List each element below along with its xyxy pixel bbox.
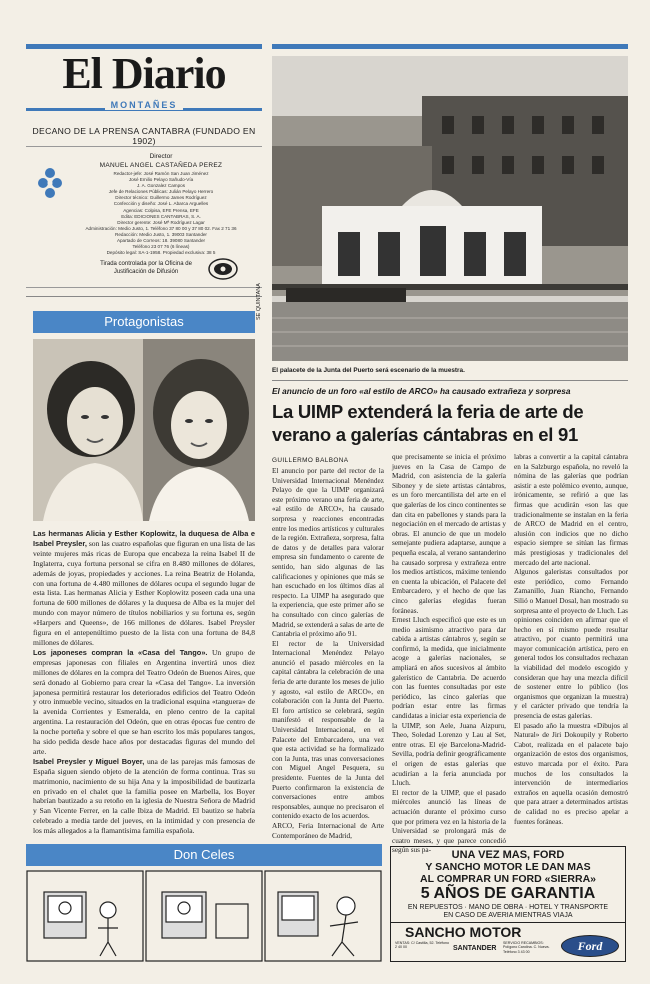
staff-line: Apartado de Correos: 18. 39080 Santander (116, 238, 206, 244)
article-column-3: labras a convertir a la capital cántabra en la Salzburgo española, no reveló la nómina de las galerías que podrían asistir a este polémico evento, aunque, irónicamente, se refirió a que las firmas que acudirán «son las que tradicionalmente se instalan en la feria de ARCO de Madrid en el centro, alusión con indicios que no dicho espacio siempre se sitúan las firmas más prestigiosas y tradicionales del mercado del arte nacional. Algunos galeristas consultados por este periódico, como Fernando Zamanillo, Juan Riancho, Fernando Silió o Manuel Dosal, han mostrado su sorpresa ante el proyecto de Lluch. Las opiniones coinciden en afirmar que el hecho en sí mismo puede resultar atractivo, por cuanto permitirá una mayor comunicación artística, pero en general todos los consultados rechazan la viabilidad del modelo escogido y consideran que hay una mezcla difícil de sostener entre lo público (los organismos que organizan la muestra) y el carácter privado que tendría la presencia de estas galerías. El pasado año la muestra «Dibujos al Natural» de Jiri Dokoupily y Roberto Cabot, realizada en el palacete bajo organización de estos dos organismos, estuvo marcada por el éxito. Para muchos de los consultados la intervención de intermediarios extraños en aquella ocasión demostró que para atraer a determinados artistas de calidad no es preciso apelar a fuentes foráneas. (514, 453, 628, 826)
don-celes-comic-strip (26, 870, 382, 962)
staff-director-block (66, 153, 256, 170)
protagonistas-item-3 (33, 757, 255, 836)
staff-line: Jefe de Relaciones Públicas: Julián Pelayo Herrero (108, 189, 214, 195)
protagonistas-banner: Protagonistas (33, 311, 255, 333)
ad-dealer: SANCHO MOTOR (405, 924, 522, 940)
ad-line-1: UNA VEZ MAS, FORD (451, 849, 565, 861)
article-headline: La UIMP extenderá la feria de arte de verano a galerías cántabras en el 91 (272, 401, 584, 445)
ford-sancho-motor-ad (390, 846, 626, 962)
protagonistas-item-1 (33, 529, 255, 648)
protagonistas-section (26, 296, 262, 836)
staff-line: Teléfono 23 07 76 (6 líneas) (132, 244, 190, 250)
article-header (272, 380, 628, 446)
masthead-title: El Diario (62, 49, 226, 98)
main-photo (272, 56, 628, 361)
don-celes-banner: Don Celes (26, 844, 382, 866)
photo-caption: El palacete de la Junta del Puerto será escenario de la muestra. (272, 367, 465, 374)
ojd-seal-icon (208, 258, 238, 280)
ford-logo-text: Ford (577, 938, 603, 953)
staff-lines (66, 171, 256, 256)
protagonistas-item-1-lead: Las hermanas Alicia y Esther Koplowitz, la duquesa de Alba e Isabel Preysler, (33, 529, 255, 548)
staff-line: Depósito legal: SA-1-1958. Propiedad exclusiva: 38 5 (106, 250, 216, 256)
masthead-subtitle (26, 100, 262, 110)
article-column-1: El anuncio por parte del rector de la Universidad Internacional Menéndez Pelayo de que la UIMP organizará este próximo verano una feria de arte, «al estilo de ARCO», ha causado sorpresa y reacciones encontradas entre los medios artísticos y culturales de la región. Extrañeza, sorpresa, falta de datos y de detalles para valorar empresa sin fundamento o carente de sentido, han sido algunas de las calificaciones y opiniones que más se han escuchado en los últimos días al respecto. La UIMP ha asegurado que la experiencia, que este primer año se ha consultado con cinco galerías de Madrid, se extenderá a salas de arte de Cantabria el próximo año 91. El rector de la Universidad Internacional Menéndez Pelayo anunció el pasado miércoles en la capital cántabra la celebración de una feria de arte durante los meses de julio y agosto, «al estilo de ARCO», en colaboración con la Junta del Puerto. El foro artístico se celebrará, según manifestó el responsable de la Universidad Internacional, en el Palacete del Embarcadero, una vez que esta actividad se ha formalizado con la Junta, tras unas conversaciones con Miguel Angel Pesquera, su presidente. Fuentes de la Junta del Puerto confirmaron la existencia de conversaciones entre ambos responsables, aunque no precisaron el contenido exacto de los acuerdos. ARCO, Feria Internacional de Arte Contemporáneo de Madrid, (272, 467, 384, 840)
masthead (26, 40, 262, 146)
protagonistas-item-3-body: una de las parejas más famosas de España siguen siendo objeto de la atención de forma continua. Tras su matrimonio, nacimiento de su hija Ana y la imposibilidad de bautizarla en privado en el chalet que la familia posee en Marbella, los Boyer habrían bautizado a su retoño en la iglesia de Nuestra Señora de Madrid y San Vicente Ferrer, en la calle Ibiza de Madrid. El bautizo se habría celebrado a media tarde del jueves, en la intimidad y con presencia de los más allegados a la flamantísima familia española. (33, 756, 256, 836)
protagonistas-text (33, 529, 255, 836)
photo-credit: SE QUINTANA (256, 283, 262, 320)
protagonistas-item-2-lead: Los japoneses compran la «Casa del Tango». (33, 647, 208, 657)
staff-line: Redacción: Medio Justo, 1. 39003 Santander (115, 231, 207, 237)
staff-line: Agencias: Colpisa, EFE Prensa, EFE (123, 207, 199, 213)
masthead-tagline: DECANO DE LA PRENSA CANTABRA (FUNDADO EN 1902) (32, 126, 256, 146)
staff-line: José Emilio Pelayo Sañudo-Vía (128, 177, 194, 183)
koplowitz-sisters-photo (33, 339, 255, 521)
article-byline: GUILLERMO BALBONA (272, 457, 349, 464)
protagonistas-item-2-body: Un grupo de empresas japonesas con filiales en Argentina invertirá unos diez millones de dólares en la compra del Teatro Odeón de Buenos Aires, que será donado al Gobierno para crear la «Casa del Tango». La inversión japonesa permitirá restaurar los deteriorados edificios del Teatro Odeón y otro inmueble vecino, situados en la tradicional esquina «tanguera» de la avenida Corrientes y Esmeralda, en pleno centro de la capital argentina. La restauración del Odeón, que en otras épocas fue centro de la noche porteña y sobre el que se han escrito los más populares tangos, ha sido pedida desde hace años por destacadas figuras del mundo del arte. (33, 647, 255, 756)
koplowitz-sisters-portrait-icon (33, 339, 255, 521)
ad-divider (391, 922, 625, 923)
palacete-embarcadero-photo-icon (272, 56, 628, 361)
ad-line-4: 5 AÑOS DE GARANTIA (420, 885, 596, 902)
staff-director-name: MANUEL ANGEL CASTAÑEDA PEREZ (99, 162, 223, 169)
protagonistas-item-1-body: son las cuatro españolas que figuran en una lista de las veinte mujeres más ricas de Europa que encabeza la reina Isabel II de Inglaterra, cuya fortuna personal se cifra en 8.480 millones de dólares, además de joyas, propiedades y acciones. La reina Beatriz de Holanda, con una fortuna de 4.480 millones de dólares ocupa el segundo lugar de esta lista. Las hermanas Alicia y Esther Koplowitz poseen cada una una fortuna de 600 millones de dólares y la duquesa de Alba es la mujer del mundo con mayor número de títulos nobiliarios y su fortuna es, según «Harpers and Queens», de 166 millones de dólares. Isabel Preysler figura en el antepenúltimo puesto de la lista con una fortuna de 84,8 millones de dólares. (33, 538, 256, 647)
protagonistas-item-3-lead: Isabel Preysler y Miguel Boyer, (33, 756, 145, 766)
ad-line-6: EN CASO DE AVERIA MIENTRAS VIAJA (443, 912, 573, 919)
staff-line: Redactor-jefe: José Ramón San Juan Jiménez (113, 171, 209, 176)
article-column-2: que precisamente se inicia el próximo jueves en la Casa de Campo de Madrid, con asistencia de la galería Siboney y de siete artistas cántabros, es un foro mercantilista del arte en el que galerías de los cinco continentes se dan cita en pabellones y stands para la negociación en el mercado de artistas y obras. El anuncio de que un modelo semejante pudiera adaptarse, aunque a pequeña escala, al verano santanderino ha causado sorpresa y extrañeza entre los medios artísticos, máxime teniendo en cuenta la ubicación, el Palacete del Embarcadero, y el hecho de que las cinco galerías elegidas fueran foráneas. Ernest Lluch especificó que este es un medio asimismo atractivo para dar cabida a artistas cántabros y, según se confirmó, la medida, que inicialmente acoge a galerías nacionales, se ampliará en años sucesivos al ámbito galerístico de Cantabria. De acuerdo con las fuentes consultadas por este periódico, las cinco galerías que podrían estar entre las firmas candidatas a iniciar esta experiencia de la UIMP, son Aele, Juana Aizpuru, Theo, Soledad Lorenzo y Lau al Set, entre otras. El eje Barcelona-Madrid-Sevilla, podría definir geográficamente el origen de estas galerías que acudirían a la feria anunciada por Lluch. El rector de la UIMP, que el pasado miércoles anunció las líneas de actuación durante el próximo curso que por primera vez en la historia de la Universidad se prolongará más de cuatro meses, y que parece concedió según sus pa- (392, 453, 506, 855)
staff-line: Edita: EDICIONES CANTABRAS, S. A. (121, 213, 201, 219)
staff-line: Administración: Medio Justo, 1. Teléfono 37 80 00 y 37 80 02. Fax 2 71 36 (85, 225, 237, 231)
staff-line: J. A. Gonzalez Campos (136, 183, 185, 189)
newspaper-logo-icon (36, 165, 64, 201)
protagonistas-item-2 (33, 648, 255, 757)
ad-city: SANTANDER (453, 945, 497, 952)
ad-line-5: EN REPUESTOS · MANO DE OBRA · HOTEL Y TRANSPORTE (407, 904, 609, 911)
ad-right-small: SERVICIO RECAMBIOS: Polígono Candina. C. Nueva. Teléfono 3 43 00 (503, 941, 550, 954)
staff-line: Confección y diseño: José L. Abarca Arguelles (113, 201, 209, 207)
photo-top-rule (272, 44, 628, 49)
staff-box (26, 146, 262, 288)
ad-left-small: VENTAS: C/ Castilla, 52. Teléfono 2 40 00 (395, 941, 449, 950)
staff-line: Director gerente: José Mª Rodríguez Lagar (117, 219, 205, 225)
don-celes-section (26, 844, 382, 964)
ford-logo (561, 935, 619, 957)
staff-line: Director técnico: Guillermo James Rodríguez (115, 195, 207, 201)
article-kicker: El anuncio de un foro «al estilo de ARCO» ha causado extrañeza y sorpresa (272, 386, 571, 396)
circulation-note: Tirada controlada por la Oficina de Justificación de Difusión (100, 261, 192, 275)
ad-line-3: AL COMPRAR UN FORD «SIERRA» (420, 872, 596, 885)
ad-line-2: Y SANCHO MOTOR LE DAN MAS (425, 861, 591, 873)
staff-director-label: Director (149, 153, 173, 160)
masthead-subtitle-text: MONTAÑES (105, 100, 184, 110)
